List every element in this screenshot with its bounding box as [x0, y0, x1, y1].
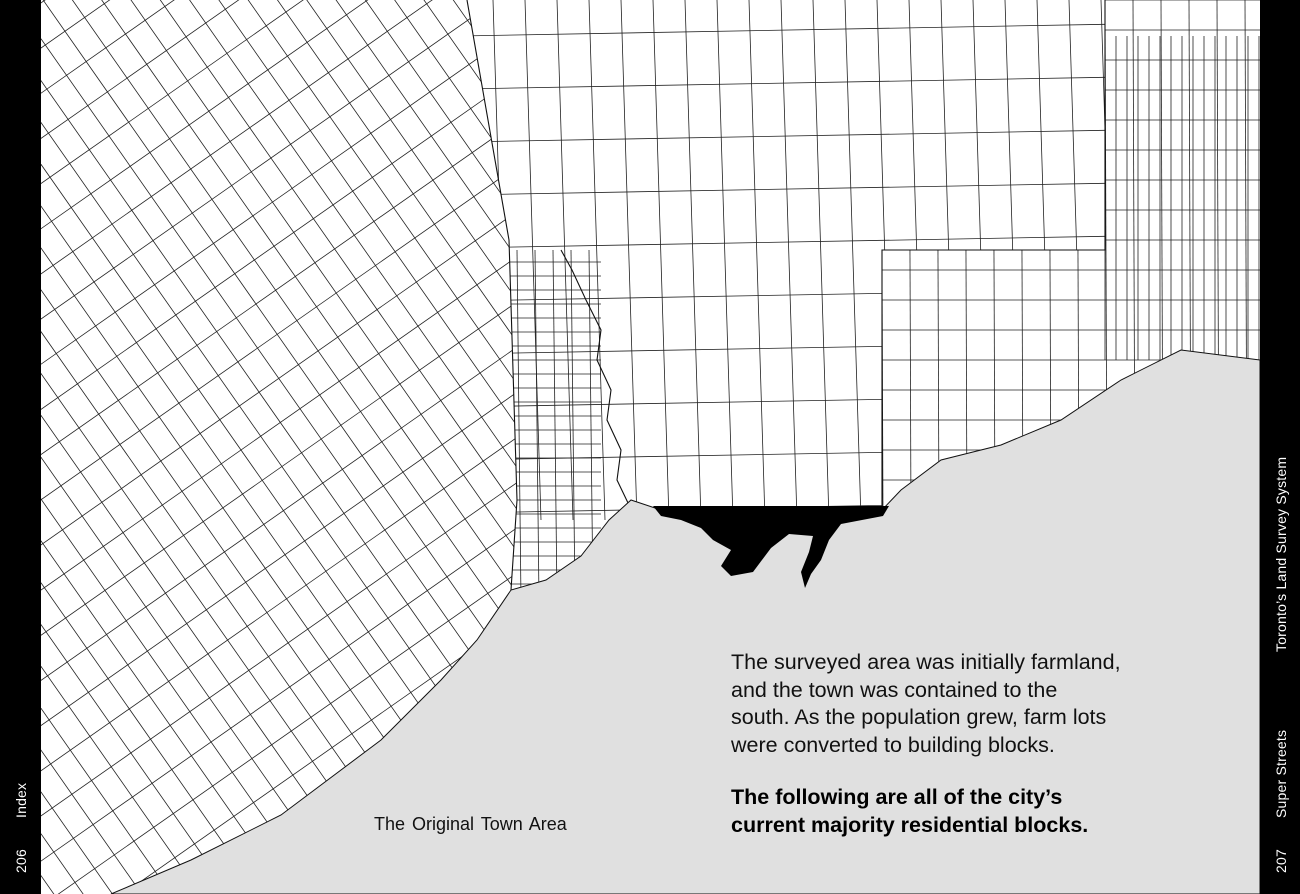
left-margin [0, 0, 41, 894]
survey-grid-map [41, 0, 1260, 894]
emphasis-line: The following are all of the city’s [731, 785, 1063, 809]
description-line: and the town was contained to the [731, 677, 1058, 702]
original-town-caption: The Original Town Area [374, 814, 567, 834]
description-line: were converted to building blocks. [731, 732, 1055, 757]
description-line: south. As the population grew, farm lots [731, 705, 1107, 729]
book-title: Super Streets [1273, 729, 1289, 818]
section-label-index: Index [13, 782, 29, 818]
emphasis-paragraph [731, 784, 1201, 839]
page-number-right: 207 [1273, 849, 1289, 873]
emphasis-line: current majority residential blocks. [731, 812, 1089, 837]
survey-map [41, 0, 1260, 894]
page-number-left: 206 [13, 849, 29, 873]
chapter-title: Toronto’s Land Survey System [1273, 456, 1289, 652]
description-line: The surveyed area was initially farmland, [731, 650, 1121, 674]
description-paragraph [731, 649, 1201, 759]
right-margin [1260, 0, 1300, 894]
